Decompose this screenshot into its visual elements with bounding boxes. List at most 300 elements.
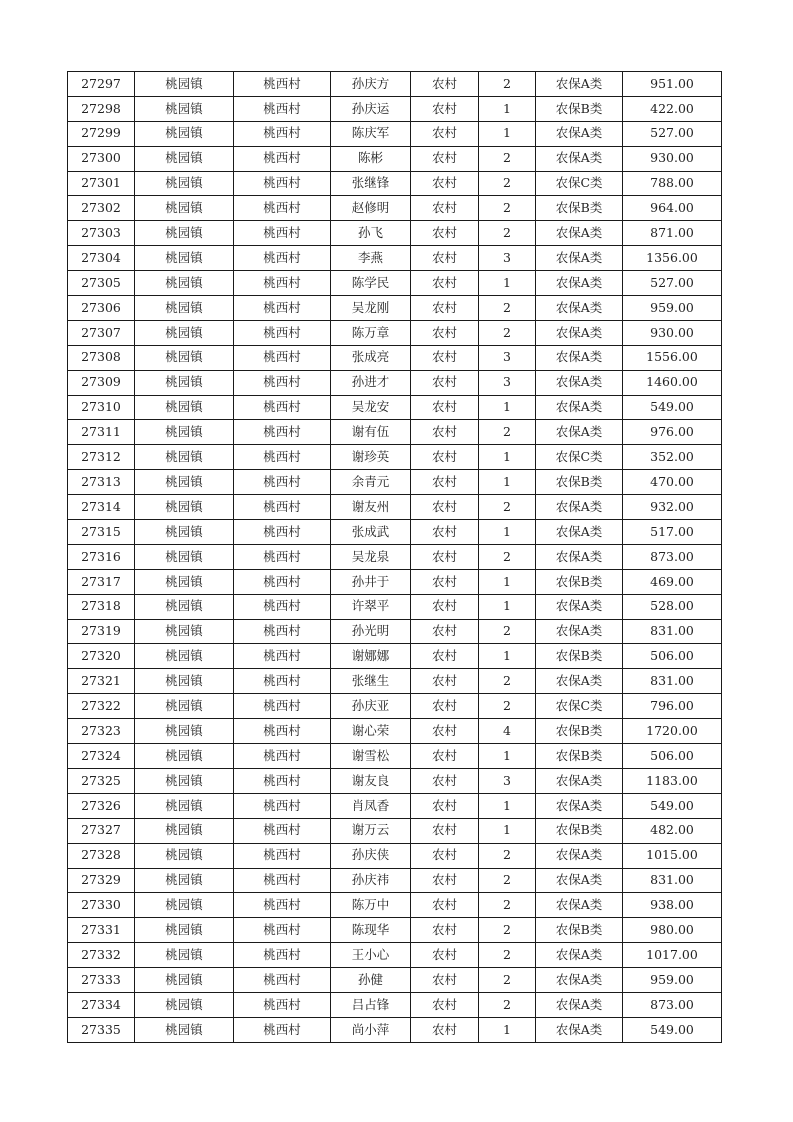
member-count-cell: 1: [479, 470, 536, 495]
table-row: [68, 569, 722, 594]
table-row: [68, 992, 722, 1017]
amount-cell: 873.00: [623, 992, 722, 1017]
township-cell: 桃园镇: [135, 121, 234, 146]
table-row: [68, 246, 722, 271]
village-cell: 桃西村: [234, 544, 331, 569]
person-name-cell: 谢雪松: [331, 744, 411, 769]
amount-cell: 1356.00: [623, 246, 722, 271]
person-name-cell: 孙庆运: [331, 96, 411, 121]
township-cell: 桃园镇: [135, 420, 234, 445]
table-row: [68, 520, 722, 545]
household-type-cell: 农村: [411, 544, 479, 569]
table-row: [68, 644, 722, 669]
record-id-cell: 27332: [68, 943, 135, 968]
village-cell: 桃西村: [234, 843, 331, 868]
insurance-category-cell: 农保A类: [536, 520, 623, 545]
member-count-cell: 2: [479, 694, 536, 719]
member-count-cell: 1: [479, 594, 536, 619]
township-cell: 桃园镇: [135, 992, 234, 1017]
amount-cell: 951.00: [623, 72, 722, 97]
person-name-cell: 吴龙泉: [331, 544, 411, 569]
record-id-cell: 27318: [68, 594, 135, 619]
member-count-cell: 2: [479, 171, 536, 196]
table-row: [68, 594, 722, 619]
village-cell: 桃西村: [234, 246, 331, 271]
table-row: [68, 719, 722, 744]
village-cell: 桃西村: [234, 669, 331, 694]
township-cell: 桃园镇: [135, 843, 234, 868]
township-cell: 桃园镇: [135, 72, 234, 97]
household-type-cell: 农村: [411, 744, 479, 769]
member-count-cell: 3: [479, 345, 536, 370]
household-type-cell: 农村: [411, 992, 479, 1017]
village-cell: 桃西村: [234, 520, 331, 545]
record-id-cell: 27320: [68, 644, 135, 669]
amount-cell: 470.00: [623, 470, 722, 495]
record-id-cell: 27303: [68, 221, 135, 246]
record-id-cell: 27302: [68, 196, 135, 221]
insurance-category-cell: 农保A类: [536, 843, 623, 868]
person-name-cell: 谢娜娜: [331, 644, 411, 669]
record-id-cell: 27314: [68, 495, 135, 520]
amount-cell: 930.00: [623, 146, 722, 171]
village-cell: 桃西村: [234, 445, 331, 470]
record-id-cell: 27316: [68, 544, 135, 569]
amount-cell: 506.00: [623, 644, 722, 669]
table-row: [68, 968, 722, 993]
insurance-category-cell: 农保A类: [536, 619, 623, 644]
insurance-category-cell: 农保B类: [536, 196, 623, 221]
household-type-cell: 农村: [411, 370, 479, 395]
table-row: [68, 793, 722, 818]
township-cell: 桃园镇: [135, 544, 234, 569]
record-id-cell: 27329: [68, 868, 135, 893]
person-name-cell: 陈现华: [331, 918, 411, 943]
amount-cell: 871.00: [623, 221, 722, 246]
person-name-cell: 赵修明: [331, 196, 411, 221]
insurance-category-cell: 农保B类: [536, 470, 623, 495]
household-type-cell: 农村: [411, 96, 479, 121]
township-cell: 桃园镇: [135, 569, 234, 594]
village-cell: 桃西村: [234, 768, 331, 793]
village-cell: 桃西村: [234, 146, 331, 171]
amount-cell: 980.00: [623, 918, 722, 943]
township-cell: 桃园镇: [135, 470, 234, 495]
household-type-cell: 农村: [411, 669, 479, 694]
insurance-category-cell: 农保A类: [536, 544, 623, 569]
person-name-cell: 肖凤香: [331, 793, 411, 818]
township-cell: 桃园镇: [135, 445, 234, 470]
person-name-cell: 陈彬: [331, 146, 411, 171]
amount-cell: 528.00: [623, 594, 722, 619]
member-count-cell: 2: [479, 320, 536, 345]
record-id-cell: 27307: [68, 320, 135, 345]
township-cell: 桃园镇: [135, 793, 234, 818]
table-row: [68, 818, 722, 843]
person-name-cell: 谢友良: [331, 768, 411, 793]
member-count-cell: 2: [479, 72, 536, 97]
person-name-cell: 陈万章: [331, 320, 411, 345]
person-name-cell: 孙井于: [331, 569, 411, 594]
insurance-category-cell: 农保A类: [536, 296, 623, 321]
member-count-cell: 1: [479, 818, 536, 843]
table-row: [68, 420, 722, 445]
table-row: [68, 744, 722, 769]
table-row: [68, 669, 722, 694]
person-name-cell: 尚小萍: [331, 1017, 411, 1042]
member-count-cell: 2: [479, 196, 536, 221]
member-count-cell: 1: [479, 744, 536, 769]
household-type-cell: 农村: [411, 395, 479, 420]
member-count-cell: 2: [479, 221, 536, 246]
person-name-cell: 谢友州: [331, 495, 411, 520]
person-name-cell: 孙庆侠: [331, 843, 411, 868]
village-cell: 桃西村: [234, 992, 331, 1017]
record-id-cell: 27323: [68, 719, 135, 744]
amount-cell: 527.00: [623, 121, 722, 146]
person-name-cell: 孙庆亚: [331, 694, 411, 719]
village-cell: 桃西村: [234, 121, 331, 146]
township-cell: 桃园镇: [135, 918, 234, 943]
village-cell: 桃西村: [234, 171, 331, 196]
insurance-category-cell: 农保B类: [536, 744, 623, 769]
household-type-cell: 农村: [411, 171, 479, 196]
amount-cell: 482.00: [623, 818, 722, 843]
table-row: [68, 868, 722, 893]
person-name-cell: 张成亮: [331, 345, 411, 370]
household-type-cell: 农村: [411, 345, 479, 370]
insurance-category-cell: 农保C类: [536, 445, 623, 470]
township-cell: 桃园镇: [135, 1017, 234, 1042]
member-count-cell: 2: [479, 918, 536, 943]
township-cell: 桃园镇: [135, 968, 234, 993]
insurance-category-cell: 农保C类: [536, 171, 623, 196]
member-count-cell: 2: [479, 495, 536, 520]
household-type-cell: 农村: [411, 221, 479, 246]
village-cell: 桃西村: [234, 594, 331, 619]
township-cell: 桃园镇: [135, 495, 234, 520]
village-cell: 桃西村: [234, 271, 331, 296]
insurance-category-cell: 农保A类: [536, 370, 623, 395]
person-name-cell: 孙健: [331, 968, 411, 993]
household-type-cell: 农村: [411, 296, 479, 321]
member-count-cell: 2: [479, 943, 536, 968]
person-name-cell: 谢珍英: [331, 445, 411, 470]
household-type-cell: 农村: [411, 768, 479, 793]
table-row: [68, 370, 722, 395]
table-row: [68, 445, 722, 470]
amount-cell: 549.00: [623, 793, 722, 818]
record-id-cell: 27331: [68, 918, 135, 943]
insurance-category-cell: 农保B类: [536, 569, 623, 594]
record-id-cell: 27311: [68, 420, 135, 445]
insurance-category-cell: 农保A类: [536, 868, 623, 893]
amount-cell: 549.00: [623, 1017, 722, 1042]
member-count-cell: 2: [479, 544, 536, 569]
amount-cell: 352.00: [623, 445, 722, 470]
table-row: [68, 72, 722, 97]
amount-cell: 873.00: [623, 544, 722, 569]
person-name-cell: 王小心: [331, 943, 411, 968]
village-cell: 桃西村: [234, 345, 331, 370]
table-row: [68, 121, 722, 146]
table-row: [68, 171, 722, 196]
village-cell: 桃西村: [234, 818, 331, 843]
record-id-cell: 27335: [68, 1017, 135, 1042]
household-type-cell: 农村: [411, 271, 479, 296]
township-cell: 桃园镇: [135, 818, 234, 843]
insurance-category-cell: 农保A类: [536, 495, 623, 520]
member-count-cell: 2: [479, 992, 536, 1017]
household-type-cell: 农村: [411, 968, 479, 993]
village-cell: 桃西村: [234, 1017, 331, 1042]
person-name-cell: 孙庆方: [331, 72, 411, 97]
township-cell: 桃园镇: [135, 694, 234, 719]
record-id-cell: 27313: [68, 470, 135, 495]
village-cell: 桃西村: [234, 868, 331, 893]
insurance-category-cell: 农保A类: [536, 246, 623, 271]
person-name-cell: 孙进才: [331, 370, 411, 395]
person-name-cell: 吕占锋: [331, 992, 411, 1017]
amount-cell: 422.00: [623, 96, 722, 121]
record-id-cell: 27299: [68, 121, 135, 146]
amount-cell: 506.00: [623, 744, 722, 769]
household-type-cell: 农村: [411, 520, 479, 545]
person-name-cell: 谢万云: [331, 818, 411, 843]
amount-cell: 469.00: [623, 569, 722, 594]
insurance-category-cell: 农保A类: [536, 121, 623, 146]
person-name-cell: 吴龙安: [331, 395, 411, 420]
insurance-category-cell: 农保A类: [536, 893, 623, 918]
insurance-category-cell: 农保A类: [536, 395, 623, 420]
record-id-cell: 27315: [68, 520, 135, 545]
record-id-cell: 27301: [68, 171, 135, 196]
household-type-cell: 农村: [411, 818, 479, 843]
insurance-category-cell: 农保A类: [536, 768, 623, 793]
township-cell: 桃园镇: [135, 744, 234, 769]
village-cell: 桃西村: [234, 943, 331, 968]
person-name-cell: 张继生: [331, 669, 411, 694]
township-cell: 桃园镇: [135, 296, 234, 321]
household-type-cell: 农村: [411, 918, 479, 943]
record-id-cell: 27298: [68, 96, 135, 121]
insurance-category-cell: 农保A类: [536, 594, 623, 619]
person-name-cell: 张成武: [331, 520, 411, 545]
household-type-cell: 农村: [411, 196, 479, 221]
village-cell: 桃西村: [234, 968, 331, 993]
village-cell: 桃西村: [234, 420, 331, 445]
member-count-cell: 1: [479, 271, 536, 296]
insurance-category-cell: 农保A类: [536, 420, 623, 445]
household-type-cell: 农村: [411, 594, 479, 619]
person-name-cell: 孙庆祎: [331, 868, 411, 893]
amount-cell: 959.00: [623, 296, 722, 321]
table-row: [68, 843, 722, 868]
insurance-category-cell: 农保B类: [536, 818, 623, 843]
record-id-cell: 27327: [68, 818, 135, 843]
member-count-cell: 3: [479, 246, 536, 271]
table-row: [68, 1017, 722, 1042]
amount-cell: 1015.00: [623, 843, 722, 868]
village-cell: 桃西村: [234, 470, 331, 495]
record-id-cell: 27325: [68, 768, 135, 793]
insurance-category-cell: 农保C类: [536, 694, 623, 719]
township-cell: 桃园镇: [135, 221, 234, 246]
household-type-cell: 农村: [411, 893, 479, 918]
member-count-cell: 1: [479, 395, 536, 420]
member-count-cell: 2: [479, 968, 536, 993]
table-row: [68, 943, 722, 968]
household-type-cell: 农村: [411, 793, 479, 818]
table-row: [68, 221, 722, 246]
member-count-cell: 2: [479, 619, 536, 644]
record-id-cell: 27317: [68, 569, 135, 594]
household-type-cell: 农村: [411, 246, 479, 271]
village-cell: 桃西村: [234, 72, 331, 97]
insurance-category-cell: 农保A类: [536, 146, 623, 171]
table-row: [68, 196, 722, 221]
person-name-cell: 陈庆军: [331, 121, 411, 146]
insurance-category-cell: 农保B类: [536, 96, 623, 121]
person-name-cell: 谢有伍: [331, 420, 411, 445]
table-row: [68, 694, 722, 719]
township-cell: 桃园镇: [135, 719, 234, 744]
amount-cell: 1556.00: [623, 345, 722, 370]
member-count-cell: 1: [479, 569, 536, 594]
township-cell: 桃园镇: [135, 868, 234, 893]
person-name-cell: 余青元: [331, 470, 411, 495]
record-id-cell: 27300: [68, 146, 135, 171]
township-cell: 桃园镇: [135, 520, 234, 545]
person-name-cell: 谢心荣: [331, 719, 411, 744]
amount-cell: 930.00: [623, 320, 722, 345]
insurance-category-cell: 农保A类: [536, 345, 623, 370]
insurance-category-cell: 农保A类: [536, 793, 623, 818]
village-cell: 桃西村: [234, 569, 331, 594]
amount-cell: 796.00: [623, 694, 722, 719]
record-id-cell: 27326: [68, 793, 135, 818]
record-id-cell: 27330: [68, 893, 135, 918]
village-cell: 桃西村: [234, 296, 331, 321]
household-type-cell: 农村: [411, 644, 479, 669]
amount-cell: 1017.00: [623, 943, 722, 968]
record-id-cell: 27308: [68, 345, 135, 370]
person-name-cell: 陈万中: [331, 893, 411, 918]
township-cell: 桃园镇: [135, 196, 234, 221]
village-cell: 桃西村: [234, 96, 331, 121]
person-name-cell: 张继锋: [331, 171, 411, 196]
household-type-cell: 农村: [411, 619, 479, 644]
township-cell: 桃园镇: [135, 395, 234, 420]
record-id-cell: 27321: [68, 669, 135, 694]
village-cell: 桃西村: [234, 495, 331, 520]
amount-cell: 1460.00: [623, 370, 722, 395]
member-count-cell: 2: [479, 669, 536, 694]
amount-cell: 959.00: [623, 968, 722, 993]
township-cell: 桃园镇: [135, 644, 234, 669]
amount-cell: 831.00: [623, 868, 722, 893]
amount-cell: 527.00: [623, 271, 722, 296]
village-cell: 桃西村: [234, 395, 331, 420]
household-type-cell: 农村: [411, 146, 479, 171]
amount-cell: 1183.00: [623, 768, 722, 793]
table-row: [68, 146, 722, 171]
village-cell: 桃西村: [234, 694, 331, 719]
table-row: [68, 296, 722, 321]
member-count-cell: 2: [479, 146, 536, 171]
amount-cell: 549.00: [623, 395, 722, 420]
record-id-cell: 27324: [68, 744, 135, 769]
village-cell: 桃西村: [234, 320, 331, 345]
member-count-cell: 3: [479, 370, 536, 395]
township-cell: 桃园镇: [135, 594, 234, 619]
amount-cell: 932.00: [623, 495, 722, 520]
member-count-cell: 1: [479, 121, 536, 146]
household-type-cell: 农村: [411, 569, 479, 594]
village-cell: 桃西村: [234, 221, 331, 246]
record-id-cell: 27305: [68, 271, 135, 296]
household-type-cell: 农村: [411, 420, 479, 445]
record-id-cell: 27306: [68, 296, 135, 321]
village-cell: 桃西村: [234, 719, 331, 744]
member-count-cell: 2: [479, 296, 536, 321]
table-row: [68, 495, 722, 520]
village-cell: 桃西村: [234, 370, 331, 395]
village-cell: 桃西村: [234, 196, 331, 221]
insurance-category-cell: 农保A类: [536, 1017, 623, 1042]
member-count-cell: 2: [479, 420, 536, 445]
table-row: [68, 271, 722, 296]
village-cell: 桃西村: [234, 918, 331, 943]
village-cell: 桃西村: [234, 744, 331, 769]
household-type-cell: 农村: [411, 943, 479, 968]
member-count-cell: 2: [479, 893, 536, 918]
table-row: [68, 619, 722, 644]
amount-cell: 831.00: [623, 669, 722, 694]
person-name-cell: 李燕: [331, 246, 411, 271]
insurance-category-cell: 农保A类: [536, 968, 623, 993]
insurance-category-cell: 农保A类: [536, 271, 623, 296]
insurance-category-cell: 农保A类: [536, 221, 623, 246]
member-count-cell: 1: [479, 445, 536, 470]
township-cell: 桃园镇: [135, 146, 234, 171]
amount-cell: 1720.00: [623, 719, 722, 744]
household-type-cell: 农村: [411, 495, 479, 520]
township-cell: 桃园镇: [135, 370, 234, 395]
amount-cell: 788.00: [623, 171, 722, 196]
insurance-category-cell: 农保A类: [536, 72, 623, 97]
household-type-cell: 农村: [411, 868, 479, 893]
amount-cell: 831.00: [623, 619, 722, 644]
township-cell: 桃园镇: [135, 345, 234, 370]
amount-cell: 938.00: [623, 893, 722, 918]
record-id-cell: 27312: [68, 445, 135, 470]
member-count-cell: 1: [479, 644, 536, 669]
member-count-cell: 4: [479, 719, 536, 744]
village-cell: 桃西村: [234, 619, 331, 644]
amount-cell: 964.00: [623, 196, 722, 221]
person-name-cell: 孙光明: [331, 619, 411, 644]
table-row: [68, 395, 722, 420]
member-count-cell: 3: [479, 768, 536, 793]
person-name-cell: 吴龙刚: [331, 296, 411, 321]
township-cell: 桃园镇: [135, 171, 234, 196]
township-cell: 桃园镇: [135, 96, 234, 121]
member-count-cell: 2: [479, 843, 536, 868]
household-type-cell: 农村: [411, 1017, 479, 1042]
amount-cell: 517.00: [623, 520, 722, 545]
township-cell: 桃园镇: [135, 320, 234, 345]
